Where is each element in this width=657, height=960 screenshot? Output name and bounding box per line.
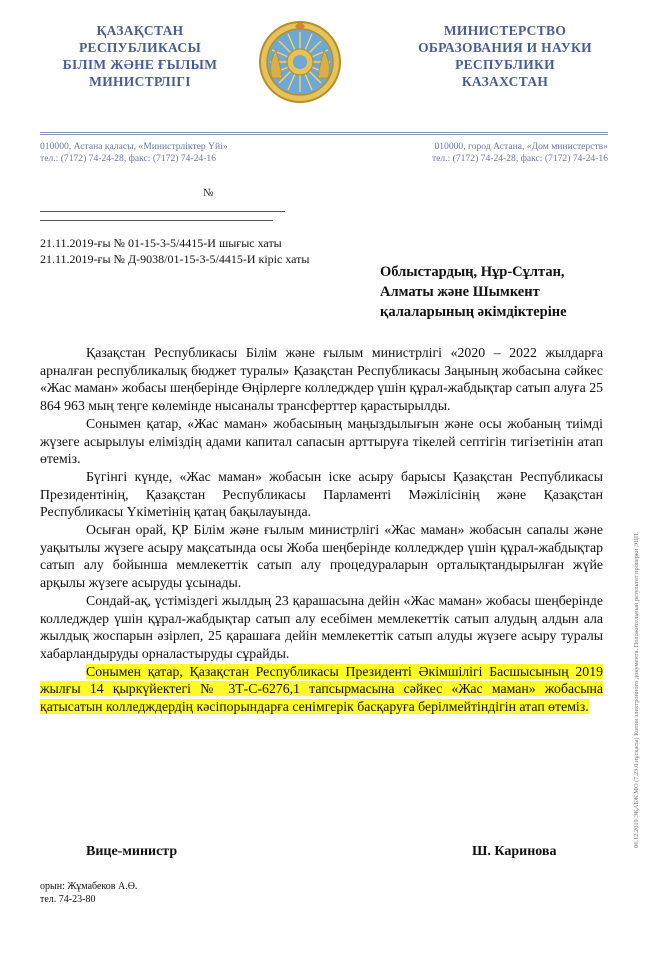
reference-numbers [40, 236, 309, 267]
letter-body [40, 344, 603, 716]
addressee-line: Алматы және Шымкент [380, 284, 540, 300]
body-paragraph: Сонымен қатар, «Жас маман» жобасының маңыздылығын және осы жобаның тиімді жүзеге асырылуы еліміздің адами капитал сапасын арттыруға тікелей септігін тигізетінін атап өтеміз. [40, 415, 603, 467]
addressee-line: қалаларының әкімдіктеріне [380, 304, 567, 320]
letterhead-kazakh-line: МИНИСТРЛІГІ [89, 74, 191, 89]
letterhead-kazakh-line: РЕСПУБЛИКАСЫ [78, 40, 202, 55]
letterhead-divider [40, 132, 608, 133]
letterhead-russian-line: РЕСПУБЛИКИ [455, 57, 555, 72]
letterhead-kazakh-line: ҚАЗАҚСТАН [96, 23, 184, 38]
signatory-name: Ш. Каринова [472, 844, 557, 859]
addressee-block [380, 262, 610, 322]
address-russian [384, 141, 608, 165]
incoming-reference: 21.11.2019-ғы № Д-9038/01-15-3-5/4415-И кіріс хаты [40, 251, 310, 266]
body-paragraph: Қазақстан Республикасы Білім және ғылым министрлігі «2020 – 2022 жылдарға арналған республикалық бюджет туралы» Қазақстан Республикасы Заңының жобасына сәйкес «Жас маман» жобасы шеңберінде Өңірлерге колледждер үшін құрал-жабдықтар сатып алуға 25 864 963 мың теңге көлемінде нысаналы трансферттер қарастырылды. [40, 345, 603, 414]
letterhead-russian [380, 22, 630, 90]
executor-info [40, 881, 137, 906]
state-emblem-icon [258, 20, 342, 104]
highlight-mark: Сонымен қатар, Қазақстан Республикасы Президенті Әкімшілігі Басшысының 2019 жылғы 14 қыркүйектегі № 3Т-С-6276,1 тапсырмасына сәйкес «Жас маман» жобасына қатысатын колледждердің кәсіпорындарға сенімгерік басқаруға берілмейтіндігін атап өтеміз. [40, 663, 603, 715]
contacts-line: тел.: (7172) 74-24-28, факс: (7172) 74-24-16 [40, 153, 217, 164]
letterhead-russian-line: ОБРАЗОВАНИЯ И НАУКИ [418, 40, 592, 55]
outgoing-reference: 21.11.2019-ғы № 01-15-3-5/4415-И шығыс хаты [40, 236, 282, 250]
contacts-line: тел.: (7172) 74-24-28, факс: (7172) 74-24-16 [431, 153, 608, 164]
body-paragraph: Сондай-ақ, үстіміздегі жылдың 23 қарашасына дейін «Жас маман» жобасы шеңберінде колледждер үшін құрал-жабдықтар сатып алу есебімен мемлекеттік сатып алудың алдын ала жылдық жоспарын әзірлеп, 25 қарашаға дейін мемлекеттік сатып алуды жүзеге асыру туралы хабарландыруды орналастыруды сұрайды. [40, 592, 603, 661]
executor-name: орын: Жұмабеков А.Ө. [40, 881, 138, 892]
signatory-title: Вице-министр [86, 844, 178, 859]
executor-phone: тел. 74-23-80 [40, 893, 96, 905]
addressee-line: Облыстардың, Нұр-Сұлтан, [380, 264, 565, 280]
letterhead-kazakh-line: БІЛІМ ЖӘНЕ ҒЫЛЫМ [62, 57, 218, 72]
body-paragraph: Бүгінгі күнде, «Жас маман» жобасын іске асыру барысы Қазақстан Республикасы Президентінің, Қазақстан Республикасы Парламенті Мәжілісінің және Қазақстан Республикасы Үкіметінің қатаң бақылауында. [40, 468, 603, 520]
letterhead-russian-line: МИНИСТЕРСТВО [443, 23, 567, 38]
body-paragraph: Осыған орай, ҚР Білім және ғылым министрлігі «Жас маман» жобасын сапалы және уақытылы жүзеге асыру мақсатында осы Жоба шеңберінде колледждер үшін құрал-жабдықтар сатып алу бойынша мемлекеттік сатып алу процедураларын орталықтандырылған жүйе арқылы жүзеге асыруды ұсынады. [40, 522, 603, 591]
highlighted-paragraph [40, 663, 603, 716]
letterhead-divider [40, 134, 608, 135]
letterhead-russian-line: КАЗАХСТАН [461, 74, 549, 89]
outgoing-number-blank [40, 199, 285, 212]
address-kazakh [40, 141, 228, 165]
electronic-signature-note: 06.12.2019 ЭҚАБЖ МО (7.23.0 нұсқасы) Копия электронного документа. Положительный результат проверки ЭЦП. [633, 531, 640, 848]
letterhead-kazakh [40, 22, 240, 90]
address-line: 010000, город Астана, «Дом министерств» [434, 141, 608, 152]
address-line: 010000, Астана қаласы, «Министрліктер Үйі» [40, 141, 228, 152]
reference-blank-line [40, 220, 273, 221]
number-sign: № [203, 187, 214, 199]
